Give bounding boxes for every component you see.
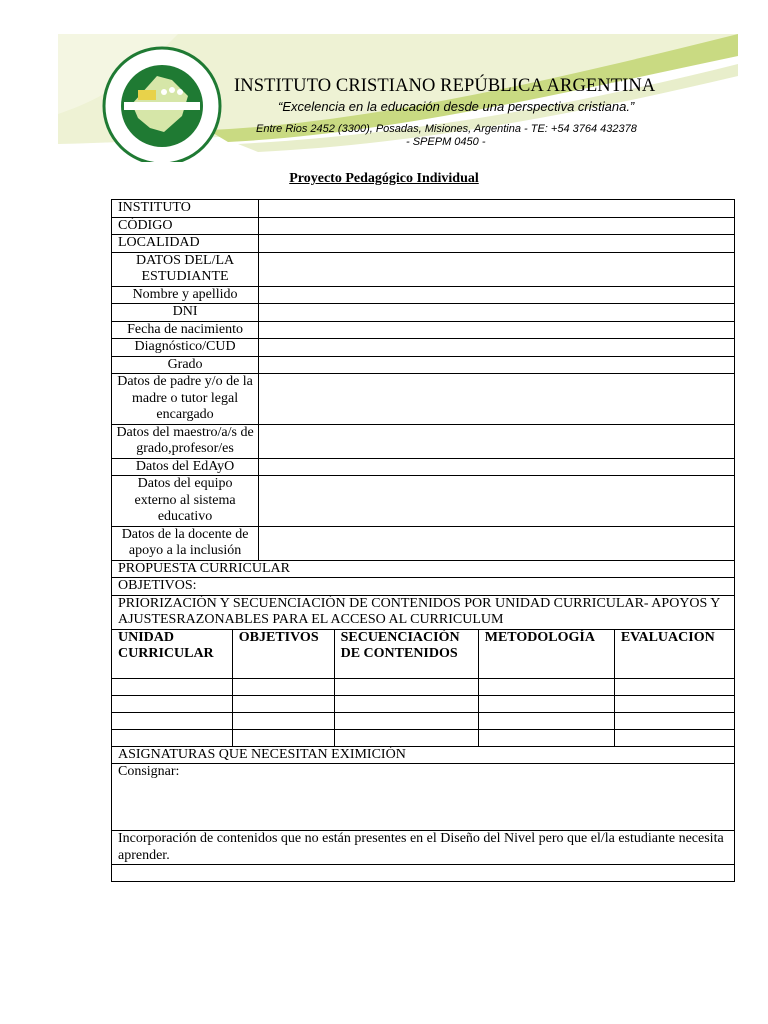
institution-seal <box>102 46 222 162</box>
table-row <box>112 729 735 746</box>
table-cell[interactable] <box>232 712 334 729</box>
section-propuesta-curricular: PROPUESTA CURRICULAR <box>112 560 735 578</box>
table-cell[interactable] <box>614 678 734 695</box>
field-nombre[interactable] <box>259 286 735 304</box>
field-dni[interactable] <box>259 304 735 322</box>
table-cell[interactable] <box>112 712 233 729</box>
field-datos-estudiante[interactable] <box>259 252 735 286</box>
table-cell[interactable] <box>232 678 334 695</box>
label-fecha-nacimiento: Fecha de nacimiento <box>112 321 259 339</box>
section-incorporacion-contenidos: Incorporación de contenidos que no están presentes en el Diseño del Nivel pero que el/la estudiante necesita aprender. <box>112 831 735 865</box>
document-title: Proyecto Pedagógico Individual <box>289 171 479 186</box>
field-grado[interactable] <box>259 356 735 374</box>
label-diagnostico: Diagnóstico/CUD <box>112 339 259 357</box>
field-consignar[interactable]: Consignar: <box>112 764 735 831</box>
table-cell[interactable] <box>112 729 233 746</box>
letterhead <box>58 34 738 162</box>
field-codigo[interactable] <box>259 217 735 235</box>
table-cell[interactable] <box>478 712 614 729</box>
table-cell[interactable] <box>478 695 614 712</box>
table-cell[interactable] <box>334 695 478 712</box>
field-diagnostico[interactable] <box>259 339 735 357</box>
registration-number: - SPEPM 0450 - <box>406 136 486 148</box>
institution-motto: “Excelencia en la educación desde una perspectiva cristiana.” <box>278 99 635 114</box>
col-header-objetivos: OBJETIVOS <box>232 629 334 678</box>
institution-name: INSTITUTO CRISTIANO REPÚBLICA ARGENTINA <box>234 76 656 96</box>
field-maestro[interactable] <box>259 424 735 458</box>
field-instituto[interactable] <box>259 200 735 218</box>
table-cell[interactable] <box>232 729 334 746</box>
section-asignaturas-eximicion: ASIGNATURAS QUE NECESITAN EXIMICIÓN <box>112 746 735 764</box>
field-incorporacion[interactable] <box>112 865 735 882</box>
table-cell[interactable] <box>232 695 334 712</box>
label-dni: DNI <box>112 304 259 322</box>
field-localidad[interactable] <box>259 235 735 253</box>
table-cell[interactable] <box>112 678 233 695</box>
table-row <box>112 712 735 729</box>
label-instituto: INSTITUTO <box>112 200 259 218</box>
field-padres[interactable] <box>259 374 735 425</box>
label-edayo: Datos del EdAyO <box>112 458 259 476</box>
label-nombre: Nombre y apellido <box>112 286 259 304</box>
table-cell[interactable] <box>334 678 478 695</box>
table-cell[interactable] <box>478 678 614 695</box>
table-cell[interactable] <box>334 712 478 729</box>
label-localidad: LOCALIDAD <box>112 235 259 253</box>
label-grado: Grado <box>112 356 259 374</box>
table-cell[interactable] <box>112 695 233 712</box>
label-datos-estudiante: DATOS DEL/LA ESTUDIANTE <box>112 252 259 286</box>
section-priorizacion: PRIORIZACIÓN Y SECUENCIACIÓN DE CONTENIDOS POR UNIDAD CURRICULAR- APOYOS Y AJUSTESRAZONABLES PARA EL ACCESO AL CURRICULUM <box>112 595 735 629</box>
col-header-secuenciacion: SECUENCIACIÓN DE CONTENIDOS <box>334 629 478 678</box>
label-equipo-externo: Datos del equipo externo al sistema educativo <box>112 476 259 527</box>
label-codigo: CÓDIGO <box>112 217 259 235</box>
col-header-evaluacion: EVALUACION <box>614 629 734 678</box>
field-equipo-externo[interactable] <box>259 476 735 527</box>
field-docente-apoyo[interactable] <box>259 526 735 560</box>
table-cell[interactable] <box>614 729 734 746</box>
table-row <box>112 695 735 712</box>
table-cell[interactable] <box>614 712 734 729</box>
institution-address: Entre Rios 2452 (3300), Posadas, Misiones, Argentina - TE: +54 3764 432378 <box>256 123 637 135</box>
pedagogical-form <box>111 199 735 882</box>
label-padres: Datos de padre y/o de la madre o tutor legal encargado <box>112 374 259 425</box>
table-cell[interactable] <box>614 695 734 712</box>
table-row <box>112 678 735 695</box>
col-header-unidad-curricular: UNIDAD CURRICULAR <box>112 629 233 678</box>
col-header-metodologia: METODOLOGÍA <box>478 629 614 678</box>
table-cell[interactable] <box>334 729 478 746</box>
label-docente-apoyo: Datos de la docente de apoyo a la inclusión <box>112 526 259 560</box>
label-maestro: Datos del maestro/a/s de grado,profesor/es <box>112 424 259 458</box>
field-edayo[interactable] <box>259 458 735 476</box>
table-cell[interactable] <box>478 729 614 746</box>
field-fecha-nacimiento[interactable] <box>259 321 735 339</box>
section-objetivos[interactable]: OBJETIVOS: <box>112 578 735 596</box>
